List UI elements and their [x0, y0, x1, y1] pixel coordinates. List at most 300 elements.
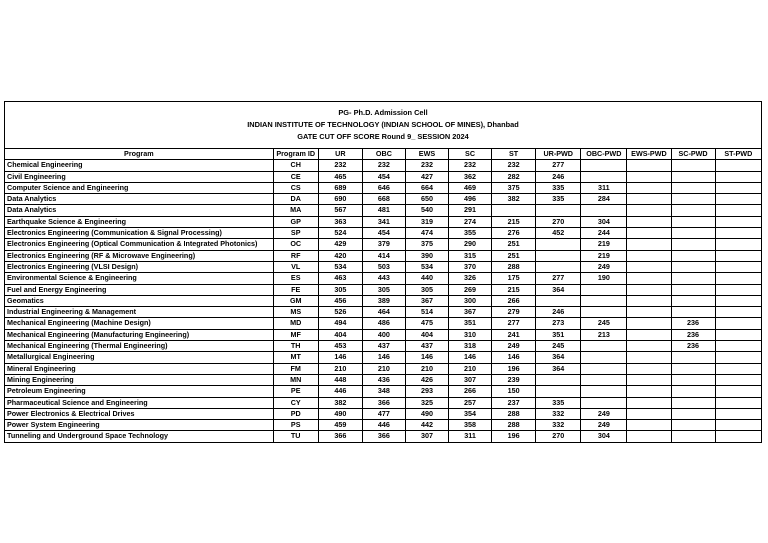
score-cell: [715, 182, 761, 193]
score-cell: 664: [405, 182, 448, 193]
score-cell: 494: [318, 318, 362, 329]
program-id-cell: FM: [273, 363, 318, 374]
table-row: [5, 420, 762, 431]
program-name-cell: Electronics Engineering (Optical Communication & Integrated Photonics): [5, 239, 274, 250]
score-cell: 382: [492, 194, 536, 205]
score-cell: [581, 397, 627, 408]
score-cell: 279: [492, 307, 536, 318]
table-row: [5, 374, 762, 385]
program-name-cell: Power System Engineering: [5, 420, 274, 431]
score-cell: 241: [492, 329, 536, 340]
score-cell: 266: [449, 386, 492, 397]
score-cell: 366: [362, 431, 405, 442]
title-line: INDIAN INSTITUTE OF TECHNOLOGY (INDIAN SCHOOL OF MINES), Dhanbad: [247, 120, 519, 129]
title-line: PG- Ph.D. Admission Cell: [338, 108, 428, 117]
table-row: [5, 182, 762, 193]
score-cell: 219: [581, 250, 627, 261]
program-id-cell: MD: [273, 318, 318, 329]
cutoff-table: [4, 101, 762, 443]
score-cell: [715, 341, 761, 352]
score-cell: [715, 250, 761, 261]
program-name-cell: Earthquake Science & Engineering: [5, 216, 274, 227]
table-row: [5, 431, 762, 442]
score-cell: [581, 352, 627, 363]
score-cell: [536, 374, 581, 385]
score-cell: 375: [492, 182, 536, 193]
score-cell: [581, 341, 627, 352]
score-cell: [715, 431, 761, 442]
score-cell: [627, 273, 671, 284]
table-row: [5, 250, 762, 261]
score-cell: [536, 239, 581, 250]
title-block: [5, 102, 762, 149]
title-line: GATE CUT OFF SCORE Round 9_ SESSION 2024: [297, 132, 469, 141]
score-cell: 236: [671, 329, 715, 340]
score-cell: 319: [405, 216, 448, 227]
score-cell: [715, 228, 761, 239]
program-id-cell: CE: [273, 171, 318, 182]
score-cell: 288: [492, 408, 536, 419]
score-cell: [715, 420, 761, 431]
score-cell: 481: [362, 205, 405, 216]
program-name-cell: Metallurgical Engineering: [5, 352, 274, 363]
score-cell: 427: [405, 171, 448, 182]
score-cell: 351: [536, 329, 581, 340]
score-cell: 469: [449, 182, 492, 193]
table-row: [5, 261, 762, 272]
score-cell: 311: [449, 431, 492, 442]
score-cell: 245: [581, 318, 627, 329]
score-cell: 232: [362, 160, 405, 171]
score-cell: 355: [449, 228, 492, 239]
score-cell: 375: [405, 239, 448, 250]
score-cell: 210: [318, 363, 362, 374]
score-cell: 249: [492, 341, 536, 352]
score-cell: 277: [536, 160, 581, 171]
score-cell: [627, 397, 671, 408]
program-name-cell: Chemical Engineering: [5, 160, 274, 171]
program-name-cell: Fuel and Energy Engineering: [5, 284, 274, 295]
score-cell: 464: [362, 307, 405, 318]
score-cell: 370: [449, 261, 492, 272]
score-cell: 668: [362, 194, 405, 205]
score-cell: 567: [318, 205, 362, 216]
score-cell: 526: [318, 307, 362, 318]
score-cell: [671, 171, 715, 182]
program-name-cell: Data Analytics: [5, 205, 274, 216]
program-name-cell: Geomatics: [5, 295, 274, 306]
score-cell: 257: [449, 397, 492, 408]
score-cell: 249: [581, 420, 627, 431]
program-id-cell: PS: [273, 420, 318, 431]
program-id-cell: VL: [273, 261, 318, 272]
score-cell: 304: [581, 216, 627, 227]
score-cell: [715, 318, 761, 329]
score-cell: 335: [536, 194, 581, 205]
score-cell: 436: [362, 374, 405, 385]
score-cell: [715, 261, 761, 272]
score-cell: [671, 182, 715, 193]
score-cell: 277: [492, 318, 536, 329]
score-cell: [715, 329, 761, 340]
column-header: Program ID: [273, 149, 318, 160]
score-cell: 210: [405, 363, 448, 374]
score-cell: [715, 239, 761, 250]
score-cell: 232: [492, 160, 536, 171]
program-name-cell: Electronics Engineering (Communication & Signal Processing): [5, 228, 274, 239]
table-row: [5, 284, 762, 295]
header-row: [5, 149, 762, 160]
score-cell: 310: [449, 329, 492, 340]
score-cell: 305: [362, 284, 405, 295]
program-id-cell: GM: [273, 295, 318, 306]
score-cell: 348: [362, 386, 405, 397]
score-cell: 335: [536, 182, 581, 193]
score-cell: [715, 408, 761, 419]
program-name-cell: Computer Science and Engineering: [5, 182, 274, 193]
program-id-cell: CH: [273, 160, 318, 171]
score-cell: 251: [492, 250, 536, 261]
score-cell: 196: [492, 431, 536, 442]
score-cell: [627, 295, 671, 306]
score-cell: [627, 239, 671, 250]
score-cell: [671, 307, 715, 318]
score-cell: [581, 284, 627, 295]
score-cell: 362: [449, 171, 492, 182]
score-cell: 311: [581, 182, 627, 193]
score-cell: 390: [405, 250, 448, 261]
score-cell: [671, 431, 715, 442]
score-cell: [627, 261, 671, 272]
score-cell: 459: [318, 420, 362, 431]
score-cell: 442: [405, 420, 448, 431]
table-row: [5, 295, 762, 306]
score-cell: 367: [405, 295, 448, 306]
program-id-cell: MT: [273, 352, 318, 363]
score-cell: [671, 295, 715, 306]
score-cell: [715, 295, 761, 306]
score-cell: 232: [318, 160, 362, 171]
program-id-cell: GP: [273, 216, 318, 227]
score-cell: 215: [492, 216, 536, 227]
score-cell: [671, 216, 715, 227]
score-cell: 358: [449, 420, 492, 431]
program-id-cell: MA: [273, 205, 318, 216]
program-id-cell: SP: [273, 228, 318, 239]
program-name-cell: Mineral Engineering: [5, 363, 274, 374]
score-cell: 448: [318, 374, 362, 385]
score-cell: 332: [536, 408, 581, 419]
program-id-cell: CY: [273, 397, 318, 408]
score-cell: 232: [449, 160, 492, 171]
score-cell: 269: [449, 284, 492, 295]
column-header: EWS-PWD: [627, 149, 671, 160]
program-id-cell: RF: [273, 250, 318, 261]
score-cell: 443: [362, 273, 405, 284]
score-cell: 389: [362, 295, 405, 306]
score-cell: 689: [318, 182, 362, 193]
score-cell: [581, 307, 627, 318]
score-cell: [627, 284, 671, 295]
score-cell: 251: [492, 239, 536, 250]
score-cell: [627, 431, 671, 442]
score-cell: 426: [405, 374, 448, 385]
score-cell: 379: [362, 239, 405, 250]
score-cell: 150: [492, 386, 536, 397]
table-row: [5, 329, 762, 340]
score-cell: 650: [405, 194, 448, 205]
score-cell: 210: [362, 363, 405, 374]
column-header: UR-PWD: [536, 149, 581, 160]
score-cell: 446: [362, 420, 405, 431]
score-cell: [627, 205, 671, 216]
program-name-cell: Industrial Engineering & Management: [5, 307, 274, 318]
score-cell: 146: [362, 352, 405, 363]
score-cell: 335: [536, 397, 581, 408]
score-cell: 364: [536, 284, 581, 295]
score-cell: [671, 239, 715, 250]
table-row: [5, 273, 762, 284]
score-cell: 364: [536, 352, 581, 363]
score-cell: 175: [492, 273, 536, 284]
score-cell: 490: [318, 408, 362, 419]
score-cell: [627, 307, 671, 318]
program-name-cell: Electronics Engineering (RF & Microwave Engineering): [5, 250, 274, 261]
score-cell: [581, 363, 627, 374]
score-cell: 475: [405, 318, 448, 329]
score-cell: 318: [449, 341, 492, 352]
score-cell: 486: [362, 318, 405, 329]
column-header: SC-PWD: [671, 149, 715, 160]
score-cell: [715, 307, 761, 318]
score-cell: 315: [449, 250, 492, 261]
score-cell: [627, 194, 671, 205]
score-cell: 237: [492, 397, 536, 408]
score-cell: [536, 205, 581, 216]
score-cell: 326: [449, 273, 492, 284]
column-header: UR: [318, 149, 362, 160]
score-cell: 273: [536, 318, 581, 329]
program-name-cell: Mechanical Engineering (Manufacturing Engineering): [5, 329, 274, 340]
score-cell: [536, 295, 581, 306]
score-cell: 364: [536, 363, 581, 374]
score-cell: 474: [405, 228, 448, 239]
score-cell: 524: [318, 228, 362, 239]
score-cell: 404: [405, 329, 448, 340]
score-cell: [627, 250, 671, 261]
score-cell: 210: [449, 363, 492, 374]
program-id-cell: DA: [273, 194, 318, 205]
program-id-cell: MF: [273, 329, 318, 340]
score-cell: 514: [405, 307, 448, 318]
score-cell: [715, 216, 761, 227]
score-cell: 266: [492, 295, 536, 306]
score-cell: [715, 386, 761, 397]
table-row: [5, 397, 762, 408]
score-cell: 293: [405, 386, 448, 397]
score-cell: 236: [671, 318, 715, 329]
table-row: [5, 408, 762, 419]
score-cell: 332: [536, 420, 581, 431]
score-cell: 420: [318, 250, 362, 261]
score-cell: [492, 205, 536, 216]
score-cell: 246: [536, 307, 581, 318]
score-cell: 437: [362, 341, 405, 352]
score-cell: 437: [405, 341, 448, 352]
score-cell: 366: [318, 431, 362, 442]
score-cell: 288: [492, 261, 536, 272]
score-cell: 245: [536, 341, 581, 352]
score-cell: 146: [449, 352, 492, 363]
score-cell: [671, 273, 715, 284]
score-cell: 277: [536, 273, 581, 284]
score-cell: [536, 250, 581, 261]
score-cell: 244: [581, 228, 627, 239]
score-cell: 429: [318, 239, 362, 250]
program-name-cell: Mechanical Engineering (Machine Design): [5, 318, 274, 329]
score-cell: [671, 250, 715, 261]
score-cell: 325: [405, 397, 448, 408]
score-cell: [715, 171, 761, 182]
score-cell: 190: [581, 273, 627, 284]
program-name-cell: Pharmaceutical Science and Engineering: [5, 397, 274, 408]
score-cell: 288: [492, 420, 536, 431]
table-row: [5, 341, 762, 352]
score-cell: [581, 171, 627, 182]
score-cell: 534: [405, 261, 448, 272]
program-name-cell: Civil Engineering: [5, 171, 274, 182]
score-cell: [627, 420, 671, 431]
score-cell: [715, 352, 761, 363]
score-cell: [581, 374, 627, 385]
score-cell: 291: [449, 205, 492, 216]
score-cell: 503: [362, 261, 405, 272]
table-body: [5, 160, 762, 442]
table-row: [5, 318, 762, 329]
score-cell: 270: [536, 431, 581, 442]
score-cell: [581, 160, 627, 171]
score-cell: 646: [362, 182, 405, 193]
score-cell: [627, 374, 671, 385]
score-cell: 690: [318, 194, 362, 205]
score-cell: [671, 228, 715, 239]
score-cell: [627, 352, 671, 363]
score-cell: 354: [449, 408, 492, 419]
score-cell: 232: [405, 160, 448, 171]
score-cell: [581, 295, 627, 306]
column-header: EWS: [405, 149, 448, 160]
score-cell: 270: [536, 216, 581, 227]
score-cell: [536, 386, 581, 397]
score-cell: 274: [449, 216, 492, 227]
score-cell: [715, 160, 761, 171]
score-cell: [715, 273, 761, 284]
table-row: [5, 228, 762, 239]
score-cell: [671, 205, 715, 216]
table-row: [5, 363, 762, 374]
score-cell: [671, 408, 715, 419]
column-header: OBC-PWD: [581, 149, 627, 160]
program-id-cell: ES: [273, 273, 318, 284]
score-cell: [627, 341, 671, 352]
score-cell: 284: [581, 194, 627, 205]
program-id-cell: PE: [273, 386, 318, 397]
score-cell: [715, 194, 761, 205]
score-cell: [671, 420, 715, 431]
score-cell: 400: [362, 329, 405, 340]
score-cell: 249: [581, 261, 627, 272]
program-id-cell: OC: [273, 239, 318, 250]
score-cell: [627, 182, 671, 193]
score-cell: 477: [362, 408, 405, 419]
score-cell: 496: [449, 194, 492, 205]
score-cell: [627, 408, 671, 419]
score-cell: [715, 374, 761, 385]
program-id-cell: MN: [273, 374, 318, 385]
program-name-cell: Mechanical Engineering (Thermal Engineering): [5, 341, 274, 352]
score-cell: 300: [449, 295, 492, 306]
score-cell: [671, 386, 715, 397]
score-cell: 465: [318, 171, 362, 182]
score-cell: [671, 363, 715, 374]
program-name-cell: Data Analytics: [5, 194, 274, 205]
score-cell: 363: [318, 216, 362, 227]
score-cell: [627, 160, 671, 171]
table-row: [5, 386, 762, 397]
table-row: [5, 352, 762, 363]
score-cell: [627, 228, 671, 239]
table-row: [5, 194, 762, 205]
program-name-cell: Petroleum Engineering: [5, 386, 274, 397]
score-cell: [627, 216, 671, 227]
score-cell: 146: [405, 352, 448, 363]
program-name-cell: Environmental Science & Engineering: [5, 273, 274, 284]
score-cell: [715, 363, 761, 374]
score-cell: 246: [536, 171, 581, 182]
program-id-cell: PD: [273, 408, 318, 419]
score-cell: [671, 374, 715, 385]
score-cell: 239: [492, 374, 536, 385]
program-name-cell: Tunneling and Underground Space Technology: [5, 431, 274, 442]
score-cell: [715, 397, 761, 408]
score-cell: [581, 386, 627, 397]
program-id-cell: FE: [273, 284, 318, 295]
score-cell: [671, 194, 715, 205]
program-id-cell: TH: [273, 341, 318, 352]
score-cell: 146: [318, 352, 362, 363]
program-name-cell: Mining Engineering: [5, 374, 274, 385]
score-cell: [627, 329, 671, 340]
score-cell: 440: [405, 273, 448, 284]
score-cell: 196: [492, 363, 536, 374]
score-cell: 236: [671, 341, 715, 352]
score-cell: 490: [405, 408, 448, 419]
score-cell: [671, 352, 715, 363]
column-header: ST: [492, 149, 536, 160]
score-cell: [671, 261, 715, 272]
score-cell: 454: [362, 228, 405, 239]
score-cell: 307: [449, 374, 492, 385]
score-cell: 341: [362, 216, 405, 227]
program-id-cell: TU: [273, 431, 318, 442]
score-cell: 219: [581, 239, 627, 250]
score-cell: 213: [581, 329, 627, 340]
program-id-cell: MS: [273, 307, 318, 318]
score-cell: 366: [362, 397, 405, 408]
program-id-cell: CS: [273, 182, 318, 193]
score-cell: 446: [318, 386, 362, 397]
score-cell: 367: [449, 307, 492, 318]
